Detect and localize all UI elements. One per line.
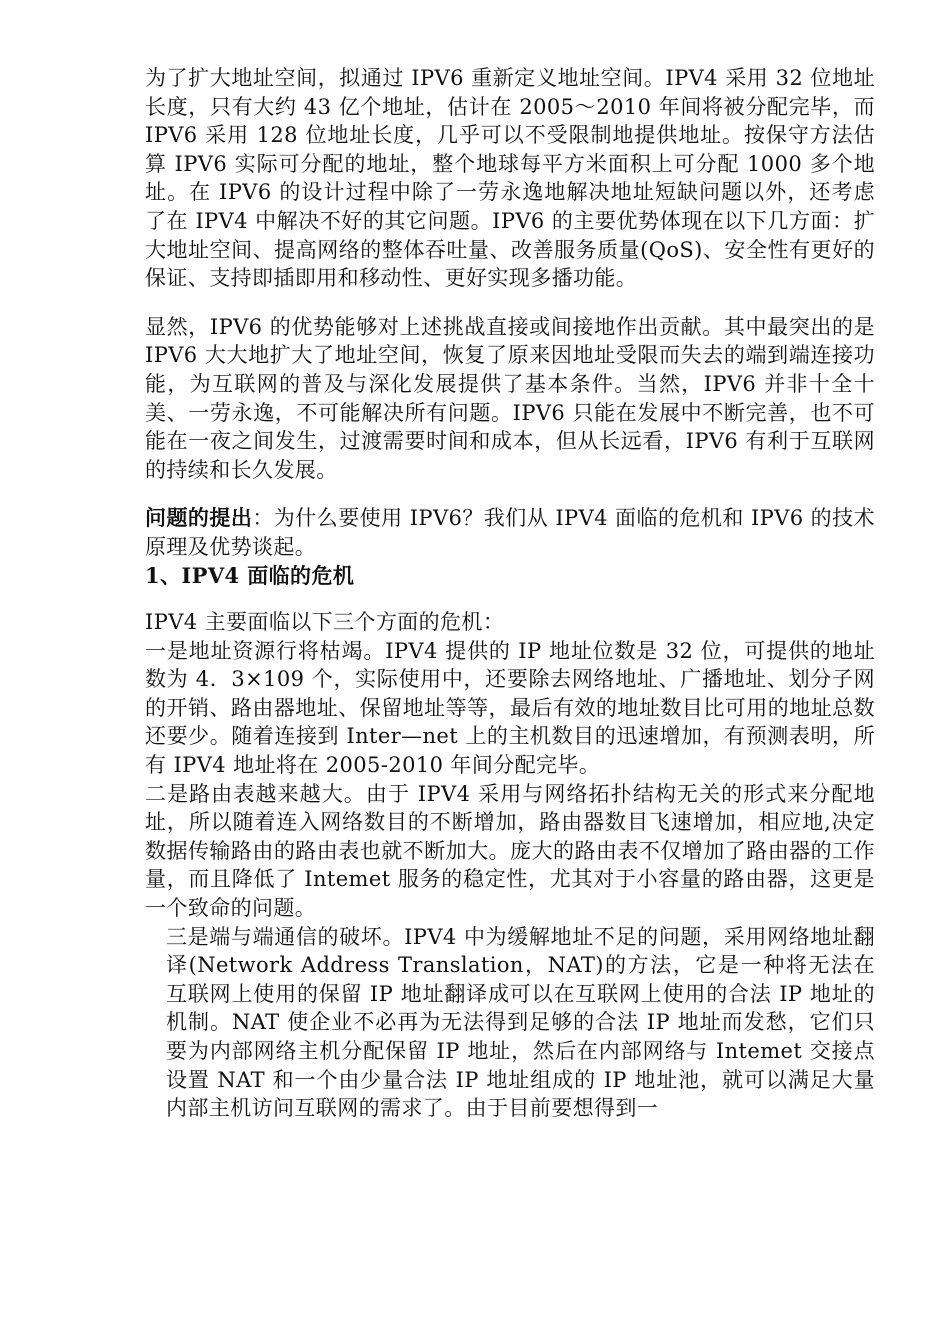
document-page [145, 64, 875, 1123]
paragraph-crisis-intro: IPV4 主要面临以下三个方面的危机： [145, 610, 505, 635]
section-heading-ipv4-crisis: 1、IPV4 面临的危机 [145, 562, 355, 588]
paragraph-crisis-two: 二是路由表越来越大。由于 IPV4 采用与网络拓扑结构无关的形式来分配地址，所以随着连入网络数目的不断增加，路由器数目飞速增加，相应地,决定数据传输路由的路由表也就不断加大。庞大的路由表不仅增加了路由器的工作量，而且降低了 Intemet 服务的稳定性，尤其对于小容量的路由器，这更是一个致命的问题。 [145, 781, 875, 921]
paragraph-ipv6-intro: 为了扩大地址空间，拟通过 IPV6 重新定义地址空间。IPV4 采用 32 位地址长度，只有大约 43 亿个地址，估计在 2005～2010 年间将被分配完毕，而 IPV6 采用 128 位地址长度，几乎可以不受限制地提供地址。按保守方法估算 IPV6 实际可分配的地址，整个地球每平方米面积上可分配 1000 多个地址。在 IPV6 的设计过程中除了一劳永逸地解决地址短缺问题以外，还考虑了在 IPV4 中解决不好的其它问题。IPV6 的主要优势体现在以下几方面：扩大地址空间、提高网络的整体吞吐量、改善服务质量(QoS)、安全性有更好的保证、支持即插即用和移动性、更好实现多播功能。 [145, 66, 875, 291]
paragraph-crisis-one: 一是地址资源行将枯竭。IPV4 提供的 IP 地址位数是 32 位，可提供的地址数为 4．3×109 个，实际使用中，还要除去网络地址、广播地址、划分子网的开销、路由器地址、保留地址等等，最后有效的地址数目比可用的地址总数还要少。随着连接到 Inter—net 上的主机数目的迅速增加，有预测表明，所有 IPV4 地址将在 2005-2010 年间分配完毕。 [145, 638, 875, 778]
paragraph-ipv6-advantages: 显然，IPV6 的优势能够对上述挑战直接或间接地作出贡献。其中最突出的是 IPV6 大大地扩大了地址空间，恢复了原来因地址受限而失去的端到端连接功能，为互联网的普及与深化发展提供了基本条件。当然，IPV6 并非十全十美、一劳永逸，不可能解决所有问题。IPV6 只能在发展中不断完善，也不可能在一夜之间发生，过渡需要时间和成本，但从长远看，IPV6 有利于互联网的持续和长久发展。 [145, 314, 875, 482]
question-label: 问题的提出 [145, 505, 253, 531]
paragraph-question [145, 504, 875, 561]
paragraph-crisis-three: 三是端与端通信的破坏。IPV4 中为缓解地址不足的问题，采用网络地址翻译(Network Address Translation，NAT)的方法，它是一种将无法在互联网上使用的保留 IP 地址翻译成可以在互联网上使用的合法 IP 地址的机制。NAT 使企业不必再为无法得到足够的合法 IP 地址而发愁，它们只要为内部网络主机分配保留 IP 地址，然后在内部网络与 Intemet 交接点设置 NAT 和一个由少量合法 IP 地址组成的 IP 地址池，就可以满足大量内部主机访问互联网的需求了。由于目前要想得到一 [166, 924, 875, 1121]
question-text: ：为什么要使用 IPV6？我们从 IPV4 面临的危机和 IPV6 的技术原理及优势谈起。 [145, 506, 875, 559]
